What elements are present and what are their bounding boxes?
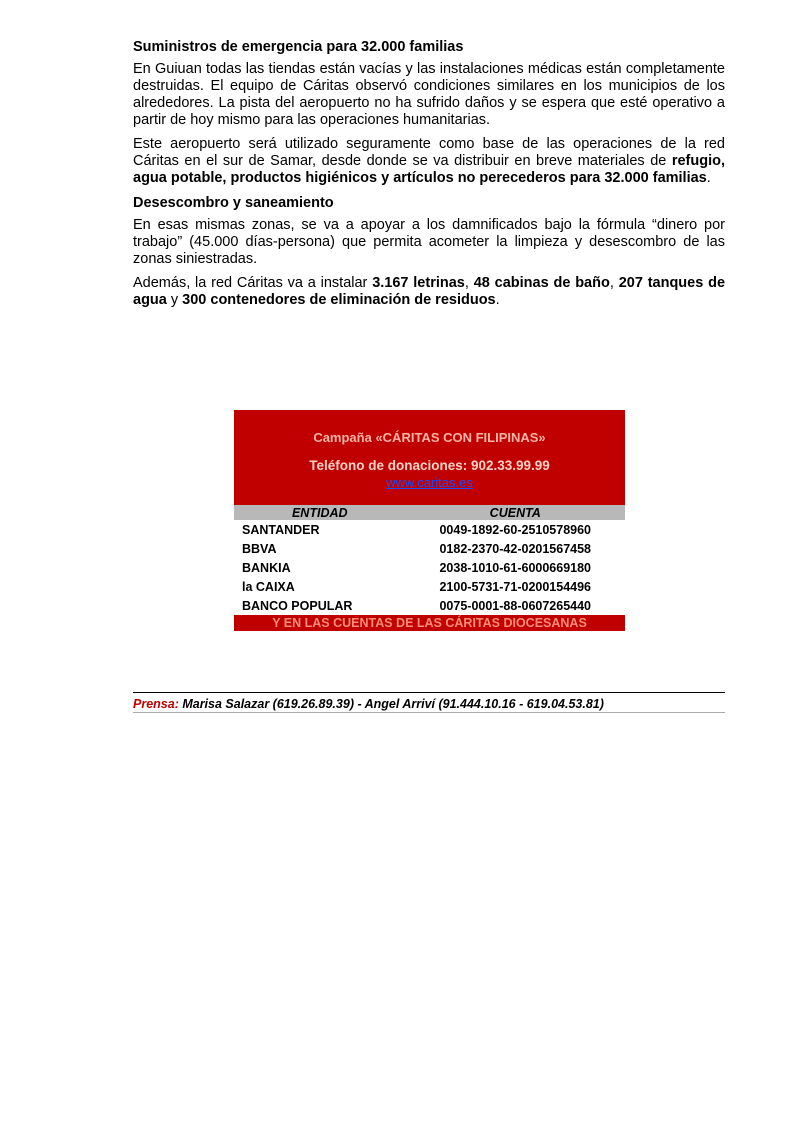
table-row [234, 596, 625, 615]
paragraph-cash-for-work: En esas mismas zonas, se va a apoyar a los damnificados bajo la fórmula “dinero por trabajo” (45.000 días-persona) que permita acometer la limpieza y desescombro de las zonas siniestradas. [133, 217, 725, 267]
press-label: Prensa: [133, 697, 179, 711]
section-heading-sanitation: Desescombro y saneamiento [133, 195, 334, 211]
paragraph-guiuan: En Guiuan todas las tiendas están vacías y las instalaciones médicas están completamente destruidas. El equipo de Cáritas observó condiciones similares en los municipios de los alrededores. La pista del aeropuerto no ha sufrido daños y se espera que esté operativo a partir de hoy mismo para las operaciones humanitarias. [133, 61, 725, 128]
account-number: 2100-5731-71-0200154496 [439, 579, 592, 594]
bank-name: SANTANDER [242, 522, 320, 537]
campaign-title: Campaña «CÁRITAS CON FILIPINAS» [313, 430, 546, 445]
table-row [234, 577, 625, 596]
table-header-row [234, 505, 625, 520]
donation-phone: Teléfono de donaciones: 902.33.99.99 [309, 458, 550, 473]
bank-name: BANKIA [242, 560, 291, 575]
bank-accounts-table [234, 505, 625, 615]
column-header-entity: ENTIDAD [234, 505, 406, 520]
table-row [234, 558, 625, 577]
donation-header [234, 410, 625, 505]
diocesan-accounts-note: Y EN LAS CUENTAS DE LAS CÁRITAS DIOCESANAS [234, 615, 625, 631]
press-contact [133, 692, 725, 713]
account-number: 2038-1010-61-6000669180 [439, 560, 592, 575]
account-number: 0182-2370-42-0201567458 [439, 541, 592, 556]
bank-name: la CAIXA [242, 579, 295, 594]
press-contacts: Marisa Salazar (619.26.89.39) - Angel Arriví (91.444.10.16 - 619.04.53.81) [178, 697, 604, 711]
paragraph-airport: Este aeropuerto será utilizado seguramente como base de las operaciones de la red Cáritas en el sur de Samar, desde donde se va distribuir en breve materiales de refugio, agua potable, productos higiénicos y artículos no perecederos para 32.000 familias. [133, 136, 725, 186]
paragraph-installations: Además, la red Cáritas va a instalar 3.167 letrinas, 48 cabinas de baño, 207 tanques de agua y 300 contenedores de eliminación de residuos. [133, 275, 726, 308]
account-number: 0075-0001-88-0607265440 [439, 598, 592, 613]
donation-box [234, 410, 625, 631]
section-heading-supplies: Suministros de emergencia para 32.000 familias [133, 39, 464, 55]
table-row [234, 539, 625, 558]
bank-name: BBVA [242, 541, 277, 556]
table-row [234, 520, 625, 539]
article-body [133, 38, 725, 316]
column-header-account: CUENTA [406, 505, 625, 520]
website-link[interactable]: www.caritas.es [386, 475, 473, 490]
account-number: 0049-1892-60-2510578960 [439, 522, 592, 537]
bank-name: BANCO POPULAR [242, 598, 353, 613]
